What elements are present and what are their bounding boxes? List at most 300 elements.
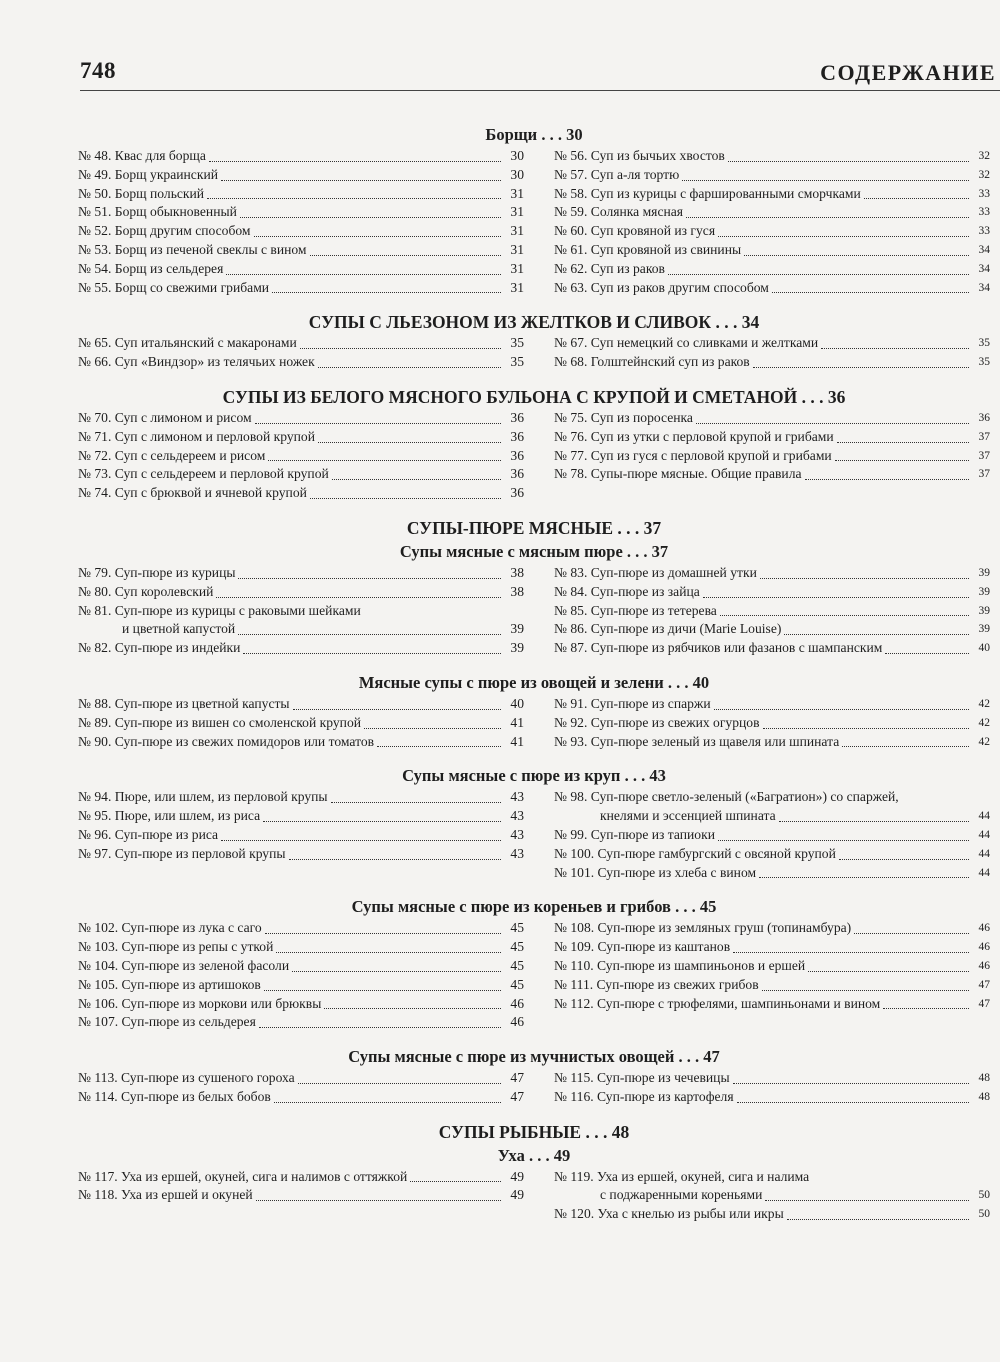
toc-entry-title: № 62. Суп из раков <box>554 260 665 276</box>
toc-entry-page: 34 <box>978 243 990 256</box>
toc-entry-title: № 84. Суп-пюре из зайца <box>554 583 700 599</box>
toc-entry[interactable] <box>554 334 990 353</box>
toc-entry-page: 31 <box>510 204 524 220</box>
toc-entry-page: 36 <box>510 466 524 482</box>
toc-entry-page: 31 <box>510 279 524 295</box>
dot-leader <box>221 179 501 181</box>
toc-entry[interactable] <box>554 353 990 372</box>
toc-entry-title: № 58. Суп из курицы с фаршированными сморчками <box>554 185 861 201</box>
toc-entry[interactable] <box>78 583 524 602</box>
toc-entry-title: № 104. Суп-пюре из зеленой фасоли <box>78 957 290 973</box>
dot-leader <box>263 820 501 822</box>
toc-entry-title: № 119. Уха из ершей, окуней, сига и налима <box>554 1168 810 1184</box>
toc-entry-title: № 65. Суп итальянский с макаронами <box>78 335 297 351</box>
dot-leader <box>772 291 969 293</box>
toc-entry[interactable] <box>78 203 524 222</box>
toc-entry[interactable] <box>554 788 990 826</box>
dot-leader <box>364 727 501 729</box>
toc-entry[interactable] <box>554 864 990 883</box>
toc-entry-page: 39 <box>978 604 990 617</box>
toc-entry-title: № 120. Уха с кнелью из рыбы или икры <box>554 1206 784 1222</box>
toc-column-right <box>554 695 990 751</box>
toc-entry-page: 45 <box>510 920 524 936</box>
toc-entry-page: 31 <box>510 241 524 257</box>
toc-entry-page: 33 <box>978 187 990 200</box>
dot-leader <box>255 422 501 424</box>
dot-leader <box>682 179 969 181</box>
toc-entry-page: 32 <box>978 168 990 181</box>
toc-entry-title: № 86. Суп-пюре из дичи (Marie Louise) <box>554 621 782 637</box>
toc-entry[interactable] <box>78 166 524 185</box>
dot-leader <box>744 254 969 256</box>
toc-entry-title: № 114. Суп-пюре из белых бобов <box>78 1088 271 1104</box>
toc-entry-page: 46 <box>510 1014 524 1030</box>
toc-entry-page: 31 <box>510 260 524 276</box>
toc-entry-page: 35 <box>978 337 990 350</box>
dot-leader <box>298 1082 501 1084</box>
dot-leader <box>883 1007 969 1009</box>
dot-leader <box>737 1101 969 1103</box>
toc-entry[interactable] <box>78 826 524 845</box>
toc-entry-page: 45 <box>510 957 524 973</box>
toc-entry[interactable] <box>554 203 990 222</box>
toc-entry-page: 42 <box>978 697 990 710</box>
toc-entry-title: № 93. Суп-пюре зеленый из щавеля или шпината <box>554 733 840 749</box>
dot-leader <box>784 633 969 635</box>
toc-entry[interactable] <box>78 447 524 466</box>
toc-entry-title: № 106. Суп-пюре из моркови или брюквы <box>78 995 322 1011</box>
toc-entry[interactable] <box>554 166 990 185</box>
toc-entry-page: 44 <box>978 866 990 879</box>
subsection-heading: Уха . . . 49 <box>497 1145 571 1165</box>
toc-entry[interactable] <box>78 976 524 995</box>
toc-entry[interactable] <box>554 733 990 752</box>
subsection-heading: Супы мясные с пюре из круп . . . 43 <box>402 766 666 786</box>
toc-entry[interactable] <box>554 222 990 241</box>
dot-leader <box>207 197 501 199</box>
toc-entry[interactable] <box>78 788 524 807</box>
toc-entry-title: № 52. Борщ другим способом <box>78 223 251 239</box>
toc-column-left <box>78 334 524 372</box>
subsection-heading: Супы мясные с пюре из мучнистых овощей . . . 47 <box>348 1047 720 1067</box>
toc-entry-title: № 73. Суп с сельдереем и перловой крупой <box>78 466 329 482</box>
toc-entry[interactable] <box>554 938 990 957</box>
toc-entry-page: 47 <box>978 997 990 1010</box>
toc-column-right <box>554 564 990 658</box>
dot-leader <box>318 441 501 443</box>
toc-entry[interactable] <box>554 1168 990 1206</box>
dot-leader <box>686 216 969 218</box>
toc-entry[interactable] <box>78 1069 524 1088</box>
toc-entry-page: 44 <box>978 847 990 860</box>
table-of-contents <box>78 124 990 1224</box>
toc-entry[interactable] <box>78 602 524 640</box>
toc-entry[interactable] <box>554 447 990 466</box>
toc-entry-title-continuation: с поджаренными кореньями <box>600 1187 763 1203</box>
toc-entry[interactable] <box>554 1088 990 1107</box>
toc-column-right <box>554 147 990 297</box>
toc-entry-page: 37 <box>978 430 990 443</box>
dot-leader <box>209 160 501 162</box>
toc-columns <box>78 409 990 503</box>
toc-entry-page: 48 <box>978 1090 990 1103</box>
toc-entry[interactable] <box>78 733 524 752</box>
dot-leader <box>703 596 969 598</box>
toc-entry[interactable] <box>554 260 990 279</box>
toc-entry[interactable] <box>554 409 990 428</box>
dot-leader <box>762 989 969 991</box>
toc-entry-title: № 111. Суп-пюре из свежих грибов <box>554 976 759 992</box>
toc-entry-title: № 101. Суп-пюре из хлеба с вином <box>554 864 757 880</box>
toc-entry[interactable] <box>78 807 524 826</box>
toc-entry[interactable] <box>78 995 524 1014</box>
toc-entry-title: № 74. Суп с брюквой и ячневой крупой <box>78 485 307 501</box>
toc-entry-page: 30 <box>510 166 524 182</box>
toc-entry-title: № 105. Суп-пюре из артишоков <box>78 976 261 992</box>
toc-entry-title: № 85. Суп-пюре из тетерева <box>554 602 717 618</box>
toc-entry-title: № 55. Борщ со свежими грибами <box>78 279 270 295</box>
toc-entry[interactable] <box>78 564 524 583</box>
toc-entry-title: № 117. Уха из ершей, окуней, сига и налимов с оттяжкой <box>78 1168 408 1184</box>
toc-entry-page: 36 <box>510 447 524 463</box>
toc-entry-page: 39 <box>978 623 990 636</box>
dot-leader <box>272 291 501 293</box>
dot-leader <box>760 577 969 579</box>
toc-entry[interactable] <box>554 602 990 621</box>
dot-leader <box>837 441 969 443</box>
dot-leader <box>256 1199 501 1201</box>
dot-leader <box>216 596 501 598</box>
toc-entry-title: № 66. Суп «Виндзор» из телячьих ножек <box>78 354 315 370</box>
toc-entry[interactable] <box>554 564 990 583</box>
toc-column-left <box>78 409 524 503</box>
dot-leader <box>254 235 501 237</box>
toc-entry-page: 41 <box>510 714 524 730</box>
toc-entry-page: 43 <box>510 845 524 861</box>
toc-entry-page: 39 <box>510 621 524 637</box>
toc-entry-title: № 98. Суп-пюре светло-зеленый («Багратион») со спаржей, <box>554 789 899 805</box>
toc-entry-title: № 78. Супы-пюре мясные. Общие правила <box>554 466 802 482</box>
toc-entry-page: 42 <box>978 735 990 748</box>
toc-columns <box>78 1069 990 1107</box>
dot-leader <box>696 422 969 424</box>
dot-leader <box>238 633 501 635</box>
toc-column-right <box>554 919 990 1032</box>
toc-entry-page: 49 <box>510 1168 524 1184</box>
toc-entry[interactable] <box>78 845 524 864</box>
toc-entry[interactable] <box>78 465 524 484</box>
dot-leader <box>276 951 501 953</box>
toc-entry-page: 47 <box>978 978 990 991</box>
section-heading: СУПЫ-ПЮРЕ МЯСНЫЕ . . . 37 <box>406 517 662 538</box>
toc-entry[interactable] <box>78 428 524 447</box>
toc-entry[interactable] <box>78 147 524 166</box>
toc-entry[interactable] <box>554 185 990 204</box>
dot-leader <box>264 989 501 991</box>
toc-entry-title: № 116. Суп-пюре из картофеля <box>554 1088 734 1104</box>
toc-entry[interactable] <box>78 695 524 714</box>
dot-leader <box>718 839 969 841</box>
toc-entry-title: № 103. Суп-пюре из репы с уткой <box>78 939 274 955</box>
dot-leader <box>410 1180 501 1182</box>
toc-column-left <box>78 564 524 658</box>
toc-entry[interactable] <box>554 1069 990 1088</box>
toc-entry-title: № 94. Пюре, или шлем, из перловой крупы <box>78 789 328 805</box>
dot-leader <box>243 652 501 654</box>
toc-entry-title: № 80. Суп королевский <box>78 583 214 599</box>
toc-columns <box>78 919 990 1032</box>
toc-entry[interactable] <box>554 583 990 602</box>
dot-leader <box>720 614 969 616</box>
page-number: 748 <box>80 58 116 83</box>
toc-entry-title: № 77. Суп из гуся с перловой крупой и грибами <box>554 447 832 463</box>
dot-leader <box>821 347 969 349</box>
toc-entry[interactable] <box>554 714 990 733</box>
toc-entry-page: 47 <box>510 1088 524 1104</box>
toc-entry[interactable] <box>78 260 524 279</box>
toc-entry[interactable] <box>78 714 524 733</box>
toc-column-left <box>78 1069 524 1107</box>
toc-columns <box>78 564 990 658</box>
dot-leader <box>839 858 969 860</box>
toc-entry-title: № 63. Суп из раков другим способом <box>554 279 769 295</box>
toc-column-right <box>554 334 990 372</box>
toc-entry-page: 40 <box>510 695 524 711</box>
toc-entry-page: 47 <box>510 1070 524 1086</box>
toc-entry[interactable] <box>554 919 990 938</box>
toc-entry-title: № 70. Суп с лимоном и рисом <box>78 409 252 425</box>
dot-leader <box>885 652 969 654</box>
section-heading: СУПЫ РЫБНЫЕ . . . 48 <box>438 1121 630 1142</box>
toc-entry[interactable] <box>554 845 990 864</box>
toc-entry-page: 44 <box>978 828 990 841</box>
toc-entry[interactable] <box>554 976 990 995</box>
toc-entry-page: 41 <box>510 733 524 749</box>
toc-entry[interactable] <box>554 826 990 845</box>
toc-entry-page: 42 <box>978 716 990 729</box>
dot-leader <box>259 1026 501 1028</box>
header-rule <box>80 90 1000 91</box>
toc-entry-page: 33 <box>978 225 990 238</box>
toc-entry-page: 39 <box>978 566 990 579</box>
toc-columns <box>78 147 990 297</box>
toc-entry[interactable] <box>78 353 524 372</box>
dot-leader <box>240 216 501 218</box>
toc-entry[interactable] <box>78 938 524 957</box>
toc-entry[interactable] <box>78 1013 524 1032</box>
toc-entry-page: 31 <box>510 223 524 239</box>
toc-entry[interactable] <box>554 428 990 447</box>
toc-entry-page: 36 <box>510 428 524 444</box>
toc-entry-title-continuation: кнелями и эссенцией шпината <box>600 808 776 824</box>
toc-entry-title: № 109. Суп-пюре из каштанов <box>554 939 731 955</box>
dot-leader <box>765 1199 969 1201</box>
toc-entry-page: 46 <box>978 941 990 954</box>
toc-entry[interactable] <box>78 222 524 241</box>
toc-entry-title: № 95. Пюре, или шлем, из риса <box>78 808 261 824</box>
section-heading: СУПЫ С ЛЬЕЗОНОМ ИЗ ЖЕЛТКОВ И СЛИВОК . . . 34 <box>308 312 760 333</box>
toc-entry-title: № 91. Суп-пюре из спаржи <box>554 695 711 711</box>
toc-entry-page: 43 <box>510 789 524 805</box>
toc-entry-page: 31 <box>510 185 524 201</box>
toc-entry-title: № 113. Суп-пюре из сушеного гороха <box>78 1070 295 1086</box>
toc-entry[interactable] <box>554 995 990 1014</box>
toc-entry-page: 46 <box>510 995 524 1011</box>
toc-entry-title: № 79. Суп-пюре из курицы <box>78 564 236 580</box>
toc-entry-page: 36 <box>510 409 524 425</box>
dot-leader <box>842 745 969 747</box>
dot-leader <box>226 273 501 275</box>
toc-entry-title: № 100. Суп-пюре гамбургский с овсяной крупой <box>554 845 836 861</box>
toc-entry-page: 34 <box>978 262 990 275</box>
dot-leader <box>377 745 501 747</box>
running-head-title: СОДЕРЖАНИЕ <box>820 60 996 85</box>
toc-entry[interactable] <box>554 147 990 166</box>
toc-entry-page: 35 <box>978 356 990 369</box>
toc-entry-page: 40 <box>978 642 990 655</box>
dot-leader <box>292 970 501 972</box>
toc-entry-title: № 54. Борщ из сельдерея <box>78 260 224 276</box>
toc-entry-page: 45 <box>510 939 524 955</box>
toc-entry[interactable] <box>554 241 990 260</box>
toc-entry-title: № 48. Квас для борща <box>78 148 206 163</box>
toc-entry-title: № 51. Борщ обыкновенный <box>78 204 237 220</box>
toc-entry[interactable] <box>554 695 990 714</box>
dot-leader <box>668 273 969 275</box>
toc-entry-title: № 53. Борщ из печеной свеклы с вином <box>78 241 307 257</box>
toc-columns <box>78 695 990 751</box>
dot-leader <box>331 801 501 803</box>
toc-entry-title: № 96. Суп-пюре из риса <box>78 826 219 842</box>
toc-entry[interactable] <box>554 1205 990 1224</box>
toc-entry-title: № 68. Голштейнский суп из раков <box>554 354 750 370</box>
toc-entry-title: № 59. Солянка мясная <box>554 204 684 220</box>
toc-entry-title: № 87. Суп-пюре из рябчиков или фазанов с шампанским <box>554 640 883 656</box>
toc-entry-title: № 97. Суп-пюре из перловой крупы <box>78 845 286 861</box>
toc-entry-title: № 57. Суп а-ля тортю <box>554 166 680 182</box>
toc-entry-title: № 49. Борщ украинский <box>78 166 218 182</box>
toc-entry-page: 45 <box>510 976 524 992</box>
subsection-heading: Мясные супы с пюре из овощей и зелени . . . 40 <box>358 672 710 692</box>
toc-entry[interactable] <box>554 279 990 298</box>
dot-leader <box>310 497 501 499</box>
toc-entry-title: № 112. Суп-пюре с трюфелями, шампиньонами и вином <box>554 995 881 1011</box>
toc-entry[interactable] <box>554 639 990 658</box>
toc-column-right <box>554 788 990 882</box>
toc-column-left <box>78 147 524 297</box>
toc-column-left <box>78 919 524 1032</box>
dot-leader <box>728 160 969 162</box>
toc-entry-title: № 75. Суп из поросенка <box>554 409 693 425</box>
toc-entry-title: № 102. Суп-пюре из лука с саго <box>78 920 262 936</box>
toc-entry[interactable] <box>78 279 524 298</box>
dot-leader <box>805 478 969 480</box>
toc-entry[interactable] <box>78 919 524 938</box>
toc-entry-title: № 110. Суп-пюре из шампиньонов и ершей <box>554 957 806 973</box>
toc-entry-title: № 67. Суп немецкий со сливками и желтками <box>554 335 819 351</box>
toc-entry-title: № 82. Суп-пюре из индейки <box>78 640 241 656</box>
toc-entry[interactable] <box>78 1168 524 1187</box>
toc-entry[interactable] <box>78 185 524 204</box>
toc-entry-page: 38 <box>510 564 524 580</box>
dot-leader <box>714 708 969 710</box>
toc-entry-page: 39 <box>978 585 990 598</box>
dot-leader <box>779 820 969 822</box>
dot-leader <box>718 235 969 237</box>
dot-leader <box>289 858 501 860</box>
toc-entry-page: 48 <box>978 1072 990 1085</box>
toc-columns <box>78 788 990 882</box>
dot-leader <box>221 839 501 841</box>
toc-entry[interactable] <box>78 241 524 260</box>
toc-entry[interactable] <box>554 465 990 484</box>
toc-column-left <box>78 788 524 882</box>
toc-entry[interactable] <box>78 1186 524 1205</box>
section-heading: СУПЫ ИЗ БЕЛОГО МЯСНОГО БУЛЬОНА С КРУПОЙ И СМЕТАНОЙ . . . 36 <box>222 386 846 407</box>
toc-entry-page: 37 <box>978 468 990 481</box>
subsection-heading: Борщи . . . 30 <box>485 125 583 144</box>
toc-entry-page: 44 <box>978 810 990 823</box>
toc-entry-title: № 61. Суп кровяной из свинины <box>554 241 742 257</box>
toc-entry[interactable] <box>554 957 990 976</box>
toc-entry-title: № 92. Суп-пюре из свежих огурцов <box>554 714 760 730</box>
toc-entry-page: 46 <box>978 922 990 935</box>
toc-entry-page: 46 <box>978 959 990 972</box>
toc-entry-page: 43 <box>510 808 524 824</box>
dot-leader <box>268 459 501 461</box>
toc-entry-page: 35 <box>510 354 524 370</box>
toc-entry-page: 32 <box>978 150 990 162</box>
toc-entry-title: № 76. Суп из утки с перловой крупой и грибами <box>554 428 834 444</box>
toc-entry-title: № 56. Суп из бычьих хвостов <box>554 148 725 163</box>
toc-entry[interactable] <box>78 484 524 503</box>
dot-leader <box>835 459 969 461</box>
dot-leader <box>324 1007 501 1009</box>
dot-leader <box>293 708 501 710</box>
toc-entry-page: 33 <box>978 206 990 219</box>
toc-entry-page: 36 <box>510 485 524 501</box>
toc-entry-title: № 60. Суп кровяной из гуся <box>554 223 716 239</box>
dot-leader <box>763 727 969 729</box>
toc-entry-page: 36 <box>978 411 990 424</box>
toc-entry-title: № 72. Суп с сельдереем и рисом <box>78 447 266 463</box>
toc-entry-page: 30 <box>510 148 524 163</box>
toc-entry[interactable] <box>78 1088 524 1107</box>
dot-leader <box>808 970 969 972</box>
dot-leader <box>759 876 969 878</box>
toc-column-right <box>554 1168 990 1224</box>
toc-entry-title-continuation: и цветной капустой <box>122 621 236 637</box>
dot-leader <box>854 932 969 934</box>
toc-entry-page: 34 <box>978 281 990 294</box>
toc-entry[interactable] <box>554 620 990 639</box>
toc-entry-title: № 99. Суп-пюре из тапиоки <box>554 826 715 842</box>
toc-entry-page: 38 <box>510 583 524 599</box>
toc-entry-page: 50 <box>978 1189 990 1202</box>
dot-leader <box>265 932 501 934</box>
toc-entry[interactable] <box>78 957 524 976</box>
dot-leader <box>733 951 969 953</box>
toc-entry-title: № 89. Суп-пюре из вишен со смоленской крупой <box>78 714 362 730</box>
toc-entry-title: № 71. Суп с лимоном и перловой крупой <box>78 428 316 444</box>
toc-entry[interactable] <box>78 639 524 658</box>
toc-entry-title: № 81. Суп-пюре из курицы с раковыми шейками <box>78 602 361 618</box>
toc-column-left <box>78 1168 524 1224</box>
toc-entry[interactable] <box>78 334 524 353</box>
dot-leader <box>274 1101 501 1103</box>
toc-entry[interactable] <box>78 409 524 428</box>
dot-leader <box>733 1082 969 1084</box>
